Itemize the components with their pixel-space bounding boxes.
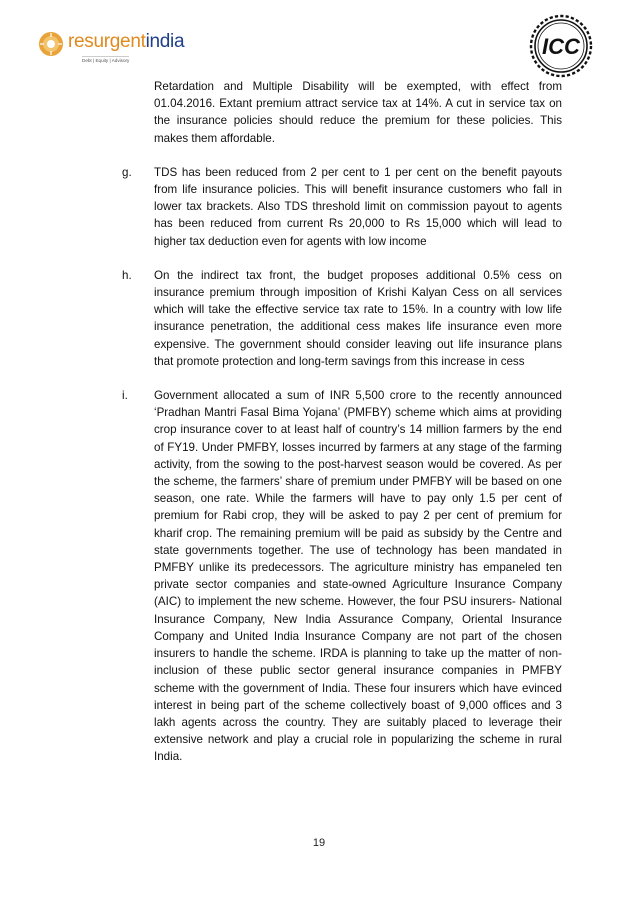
list-item-text: TDS has been reduced from 2 per cent to 1 per cent on the benefit payouts from life insurance policies. This will benefit insurance customers who fall in lower tax brackets. Also TDS threshold limit on commission payout to agents has been reduced from current Rs 20,000 to Rs 15,000 which will lead to higher tax deduction even for agents with low income bbox=[154, 165, 562, 248]
brand-tagline: Debt | Equity | Advisory bbox=[82, 58, 130, 63]
list-item-h bbox=[122, 267, 562, 370]
icc-logo-text: ICC bbox=[542, 34, 580, 59]
icc-gear-logo-icon bbox=[527, 12, 595, 80]
brand-wordmark: resurgentindia bbox=[68, 31, 185, 52]
list-item-i bbox=[122, 387, 562, 765]
list-marker: i. bbox=[122, 389, 128, 403]
page-number: 19 bbox=[312, 837, 326, 849]
list-marker: g. bbox=[122, 165, 132, 179]
intro-continuation-paragraph: Retardation and Multiple Disability will be exempted, with effect from 01.04.2016. Extant premium attract service tax at 14%. A cut in service tax on the insurance policies should reduce the premium for these policies. This makes them affordable. bbox=[154, 80, 562, 145]
list-item-text: On the indirect tax front, the budget proposes additional 0.5% cess on insurance premium through imposition of Krishi Kalyan Cess on all services which will take the effective service tax rate to 15%. In a country with low life insurance penetration, the additional cess makes life insurance even more expensive. The government should consider leaving out life insurance plans that promote protection and long-term savings from this increase in cess bbox=[154, 268, 562, 368]
document-body bbox=[122, 78, 562, 766]
list-marker: h. bbox=[122, 268, 132, 282]
list-item-text: Government allocated a sum of INR 5,500 crore to the recently announced ‘Pradhan Mantri Fasal Bima Yojana’ (PMFBY) scheme which aims at providing crop insurance cover to at least half of country’s 14 million farmers by the end of FY19. Under PMFBY, losses incurred by farmers at any stage of the farming activity, from the sowing to the post-harvest season would be covered. As per the scheme, the farmers’ share of premium under PMFBY will be based on one season, one rate. While the farmers will have to pay only 1.5 per cent of premium for Rabi crop, they will be asked to pay 2 per cent of premium for kharif crop. The remaining premium will be paid as subsidy by the Centre and state governments together. The use of technology has been mandated in PMFBY unlike its predecessors. The agriculture ministry has empaneled ten private sector companies and state-owned Agriculture Insurance Company (AIC) to implement the new scheme. However, the four PSU insurers- National Insurance Company, New India Assurance Company, Oriental Insurance Company and United India Insurance Company are not part of the chosen insurers to handle the scheme. IRDA is planning to take up the matter of non-inclusion of these public sector general insurance companies in PMFBY scheme with the government of India. These four insurers which have evinced interest in being part of the scheme collectively boast of 9,000 offices and 3 lakh agents across the country. They are suitably placed to leverage their extensive network and play a crucial role in popularizing the scheme in rural India. bbox=[154, 389, 562, 764]
list-item-g bbox=[122, 164, 562, 250]
resurgent-india-logo bbox=[38, 29, 188, 69]
sun-emblem-icon bbox=[38, 31, 64, 57]
